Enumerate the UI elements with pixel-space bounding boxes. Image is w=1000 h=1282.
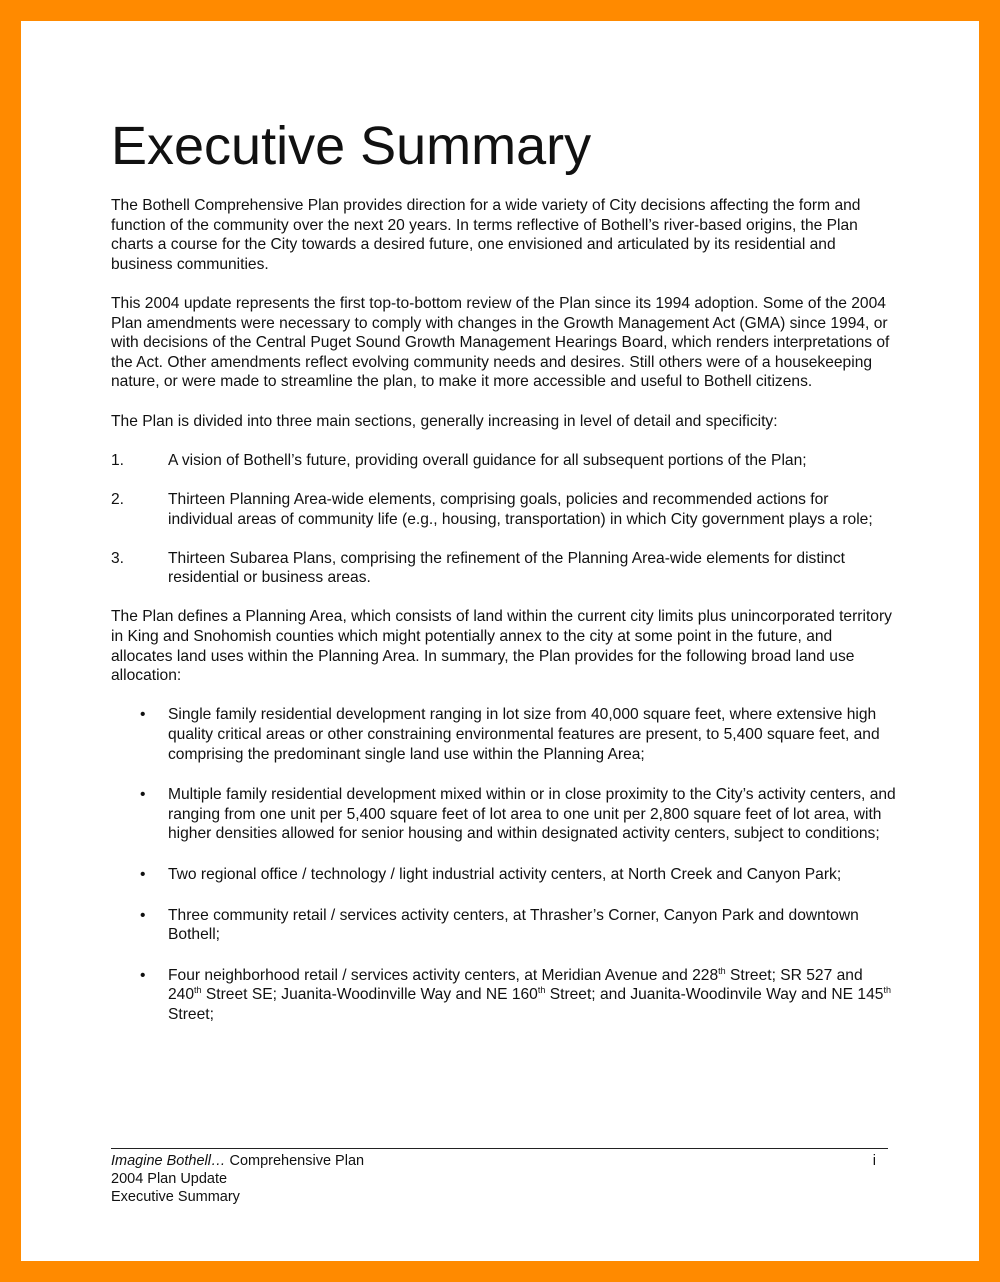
list-item [111, 785, 896, 844]
document-page [21, 21, 979, 1261]
bullet-icon: • [140, 706, 146, 724]
list-item [111, 705, 896, 764]
bullet-text: Three community retail / services activity centers, at Thrasher’s Corner, Canyon Park and downtown Bothell; [168, 906, 859, 944]
page-title: Executive Summary [111, 116, 592, 176]
footer-italic: Imagine Bothell… [111, 1153, 226, 1169]
bullet-icon: • [140, 906, 146, 924]
intro-paragraph: The Bothell Comprehensive Plan provides direction for a wide variety of City decisions affecting the form and function of the community over the next 20 years. In terms reflective of Bothell’s river-based origins, the Plan charts a course for the City towards a desired future, one envisioned and articulated by its residential and business communities. [111, 197, 861, 273]
footer-line-3: Executive Summary [111, 1189, 240, 1205]
list-item [111, 490, 896, 529]
bullet-icon: • [140, 966, 146, 984]
bullet-text [168, 967, 891, 1023]
bullet-icon: • [140, 866, 146, 883]
ordinal-suffix: th [718, 965, 726, 976]
list-number: 2. [111, 490, 125, 508]
update-paragraph: This 2004 update represents the first top-to-bottom review of the Plan since its 1994 adoption. Some of the 2004 Plan amendments were necessary to comply with changes in the Growth Management Act (GMA) since 1994, or with decisions of the Central Puget Sound Growth Management Hearings Board, which renders interpretations of the Act. Other amendments reflect evolving community needs and desires. Still others were of a housekeeping nature, or were made to streamline the plan, to make it more accessible and useful to Bothell citizens. [111, 294, 890, 391]
text-segment: Street; SR 527 and 240 [168, 966, 863, 1004]
document-body [111, 196, 896, 1046]
bullet-text: Two regional office / technology / light industrial activity centers, at North Creek and Canyon Park; [168, 866, 842, 883]
page-footer [111, 1148, 888, 1206]
sections-paragraph: The Plan is divided into three main sections, generally increasing in level of detail and specificity: [111, 412, 778, 430]
list-item [111, 966, 896, 1025]
list-number: 3. [111, 549, 125, 567]
bullet-text: Multiple family residential development mixed within or in close proximity to the City’s activity centers, and ranging from one unit per 5,400 square feet of lot area to one unit per 2,800 square feet of lot area, with higher densities allowed for senior housing and within designated activity centers, subject to conditions; [168, 786, 896, 843]
text-segment: Street SE; Juanita-Woodinville Way and NE 160 [201, 986, 538, 1004]
planning-area-paragraph: The Plan defines a Planning Area, which consists of land within the current city limits plus unincorporated territory in King and Snohomish counties which might potentially annex to the city at some point in the future, and allocates land uses within the Planning Area. In summary, the Plan provides for the following broad land use allocation: [111, 608, 892, 685]
list-text: Thirteen Subarea Plans, comprising the refinement of the Planning Area-wide elements for distinct residential or business areas. [168, 549, 845, 587]
text-segment: Street; and Juanita-Woodinvile Way and NE 145 [545, 986, 884, 1004]
list-text: A vision of Bothell’s future, providing overall guidance for all subsequent portions of the Plan; [168, 451, 807, 469]
ordinal-suffix: th [537, 985, 546, 996]
land-use-list [111, 705, 896, 1024]
list-item [111, 549, 896, 588]
footer-plan-name: Comprehensive Plan [225, 1153, 365, 1169]
bullet-icon: • [140, 786, 146, 804]
ordinal-suffix: th [194, 985, 202, 996]
list-item [111, 451, 896, 471]
page-number: i [872, 1153, 876, 1169]
footer-line-2: 2004 Plan Update [111, 1171, 228, 1187]
text-segment: Four neighborhood retail / services activity centers, at Meridian Avenue and 228 [168, 966, 719, 984]
list-number: 1. [111, 451, 125, 469]
footer-line-1 [111, 1152, 888, 1170]
text-segment: Street; [168, 1005, 214, 1023]
ordinal-suffix: th [883, 985, 891, 996]
list-text: Thirteen Planning Area-wide elements, comprising goals, policies and recommended actions for individual areas of community life (e.g., housing, transportation) in which City government plays a role; [168, 490, 873, 528]
sections-list [111, 451, 896, 588]
list-item [111, 865, 896, 885]
list-item [111, 906, 896, 945]
bullet-text: Single family residential development ranging in lot size from 40,000 square feet, where extensive high quality critical areas or other constraining environmental features are present, to 5,400 square feet, and comprising the predominant single land use within the Planning Area; [168, 706, 880, 763]
